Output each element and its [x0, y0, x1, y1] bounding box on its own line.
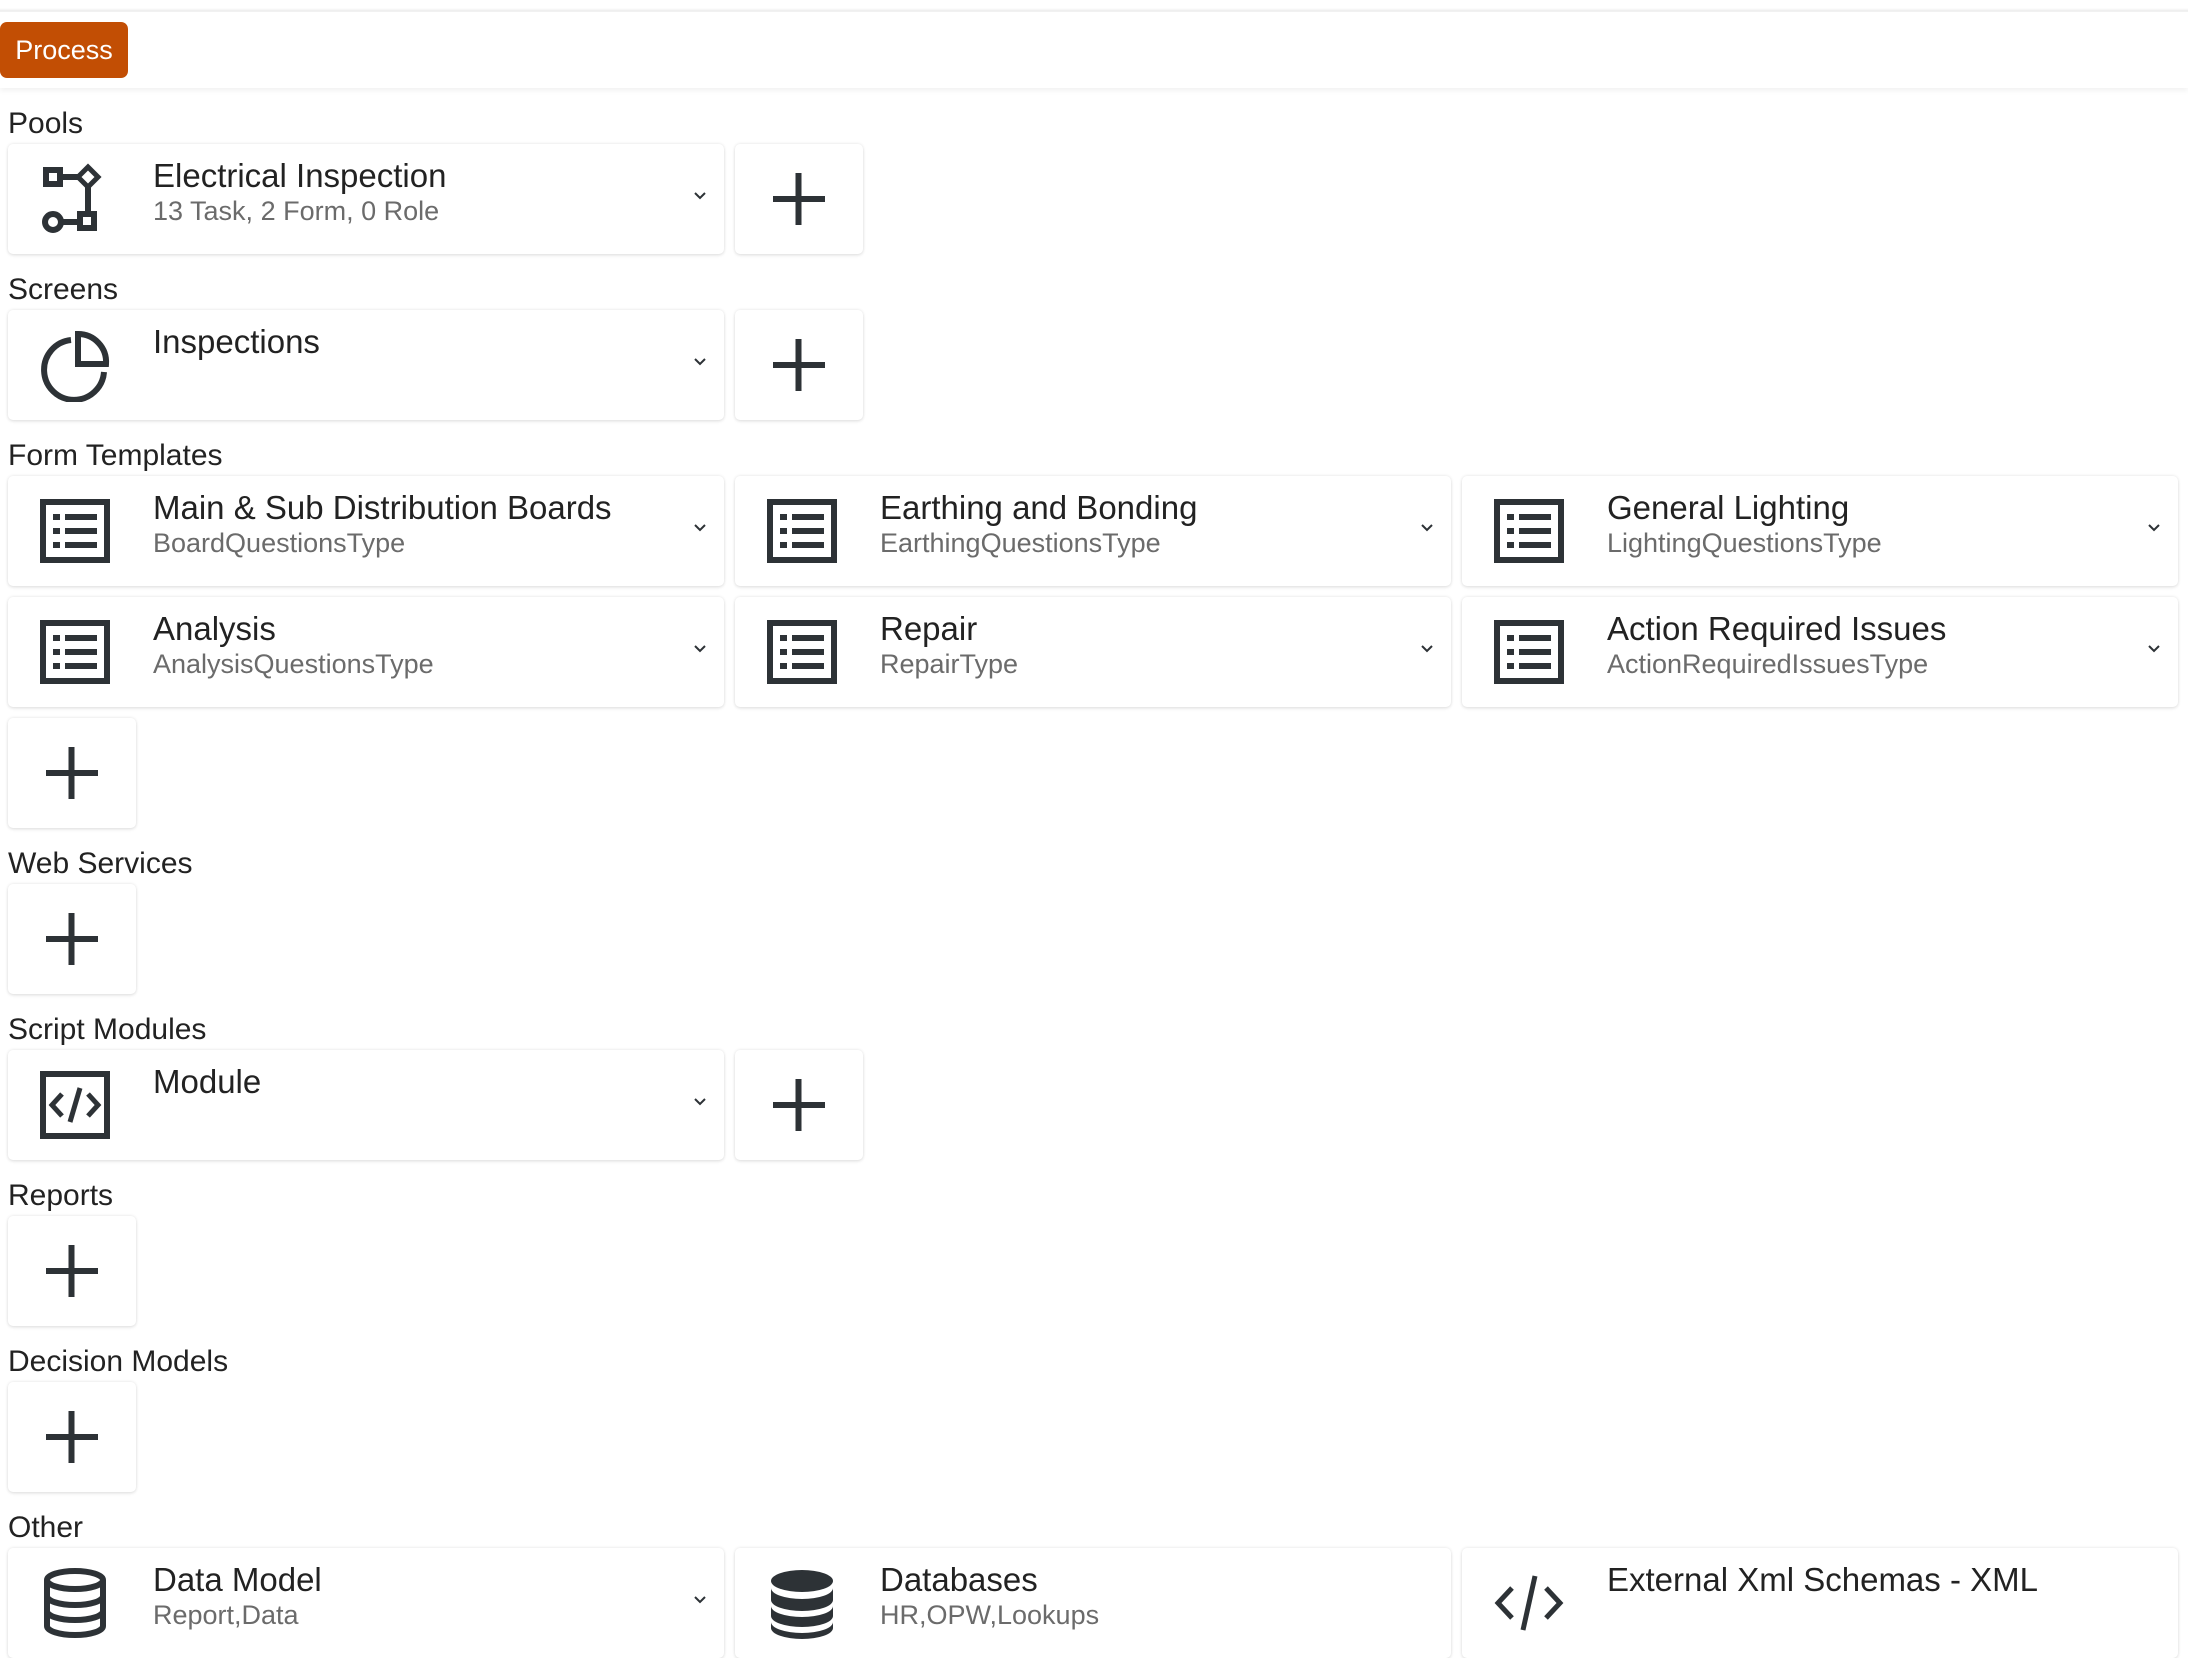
card-row [8, 597, 2188, 707]
toolbar [0, 12, 2188, 88]
resource-card[interactable] [1462, 597, 2178, 707]
form-list-icon [765, 494, 839, 568]
add-script-modules-button[interactable] [735, 1050, 863, 1160]
top-border [0, 0, 2188, 12]
section-label: Reports [8, 1179, 114, 1212]
add-form-templates-button[interactable] [8, 718, 136, 828]
resource-card[interactable] [1462, 1548, 2178, 1658]
chevron-down-icon[interactable] [688, 350, 712, 374]
form-list-icon [765, 615, 839, 689]
card-title: Earthing and Bonding [880, 489, 1198, 526]
form-list-icon [38, 615, 112, 689]
card-row [8, 1382, 2188, 1492]
resource-card[interactable] [735, 476, 1451, 586]
card-title: Repair [880, 610, 978, 647]
chevron-down-icon[interactable] [688, 637, 712, 661]
section-label: Script Modules [8, 1013, 207, 1046]
section-script-modules [8, 1012, 2188, 1160]
form-list-icon [38, 494, 112, 568]
chevron-down-icon[interactable] [1415, 516, 1439, 540]
chevron-down-icon[interactable] [688, 1588, 712, 1612]
pie-chart-icon [38, 328, 112, 402]
card-title: Inspections [153, 323, 320, 360]
card-title: Analysis [153, 610, 276, 647]
chevron-down-icon[interactable] [688, 516, 712, 540]
section-screens [8, 272, 2188, 420]
section-pools [8, 106, 2188, 254]
card-title: Data Model [153, 1561, 322, 1598]
add-pools-button[interactable] [735, 144, 863, 254]
card-title: Databases [880, 1561, 1038, 1598]
card-row [8, 718, 2188, 828]
form-list-icon [1492, 494, 1566, 568]
section-other [8, 1510, 2188, 1658]
section-form-templates [8, 438, 2188, 828]
add-decision-models-button[interactable] [8, 1382, 136, 1492]
resource-card[interactable] [8, 597, 724, 707]
chevron-down-icon[interactable] [688, 184, 712, 208]
resource-card[interactable] [735, 1548, 1451, 1658]
section-web-services [8, 846, 2188, 994]
add-reports-button[interactable] [8, 1216, 136, 1326]
card-subtitle: ActionRequiredIssuesType [1607, 649, 1929, 679]
resource-card[interactable] [8, 310, 724, 420]
card-row [8, 310, 2188, 420]
form-list-icon [1492, 615, 1566, 689]
card-subtitle: AnalysisQuestionsType [153, 649, 434, 679]
card-subtitle: RepairType [880, 649, 1019, 679]
card-subtitle: 13 Task, 2 Form, 0 Role [153, 196, 440, 226]
section-reports [8, 1178, 2188, 1326]
section-label: Decision Models [8, 1345, 229, 1378]
code-file-icon [38, 1068, 112, 1142]
card-row [8, 476, 2188, 586]
card-row [8, 144, 2188, 254]
process-button[interactable]: Process [0, 22, 128, 78]
chevron-down-icon[interactable] [688, 1090, 712, 1114]
database-outline-icon [38, 1566, 112, 1640]
database-filled-icon [765, 1566, 839, 1640]
card-subtitle: EarthingQuestionsType [880, 528, 1161, 558]
card-title: General Lighting [1607, 489, 1850, 526]
code-icon [1492, 1566, 1566, 1640]
card-subtitle: LightingQuestionsType [1607, 528, 1882, 558]
resource-card[interactable] [8, 1548, 724, 1658]
card-row [8, 1050, 2188, 1160]
section-label: Form Templates [8, 439, 223, 472]
card-row [8, 884, 2188, 994]
resource-card[interactable] [8, 144, 724, 254]
resource-card[interactable] [1462, 476, 2178, 586]
card-subtitle: Report,Data [153, 1600, 299, 1630]
card-title: Module [153, 1063, 262, 1100]
add-web-services-button[interactable] [8, 884, 136, 994]
card-subtitle: BoardQuestionsType [153, 528, 406, 558]
chevron-down-icon[interactable] [2142, 637, 2166, 661]
section-label: Web Services [8, 847, 193, 880]
resource-sections [8, 106, 2188, 1658]
resource-card[interactable] [8, 1050, 724, 1160]
card-title: Action Required Issues [1607, 610, 1947, 647]
section-label: Other [8, 1511, 84, 1544]
section-decision-models [8, 1344, 2188, 1492]
card-title: External Xml Schemas - XML [1607, 1561, 2038, 1598]
resource-card[interactable] [8, 476, 724, 586]
card-row [8, 1216, 2188, 1326]
chevron-down-icon[interactable] [2142, 516, 2166, 540]
card-title: Electrical Inspection [153, 157, 447, 194]
section-label: Screens [8, 273, 119, 306]
chevron-down-icon[interactable] [1415, 637, 1439, 661]
card-row [8, 1548, 2188, 1658]
card-subtitle: HR,OPW,Lookups [880, 1600, 1100, 1630]
add-screens-button[interactable] [735, 310, 863, 420]
resource-card[interactable] [735, 597, 1451, 707]
section-label: Pools [8, 107, 84, 140]
process-flow-icon [38, 162, 112, 236]
card-title: Main & Sub Distribution Boards [153, 489, 612, 526]
